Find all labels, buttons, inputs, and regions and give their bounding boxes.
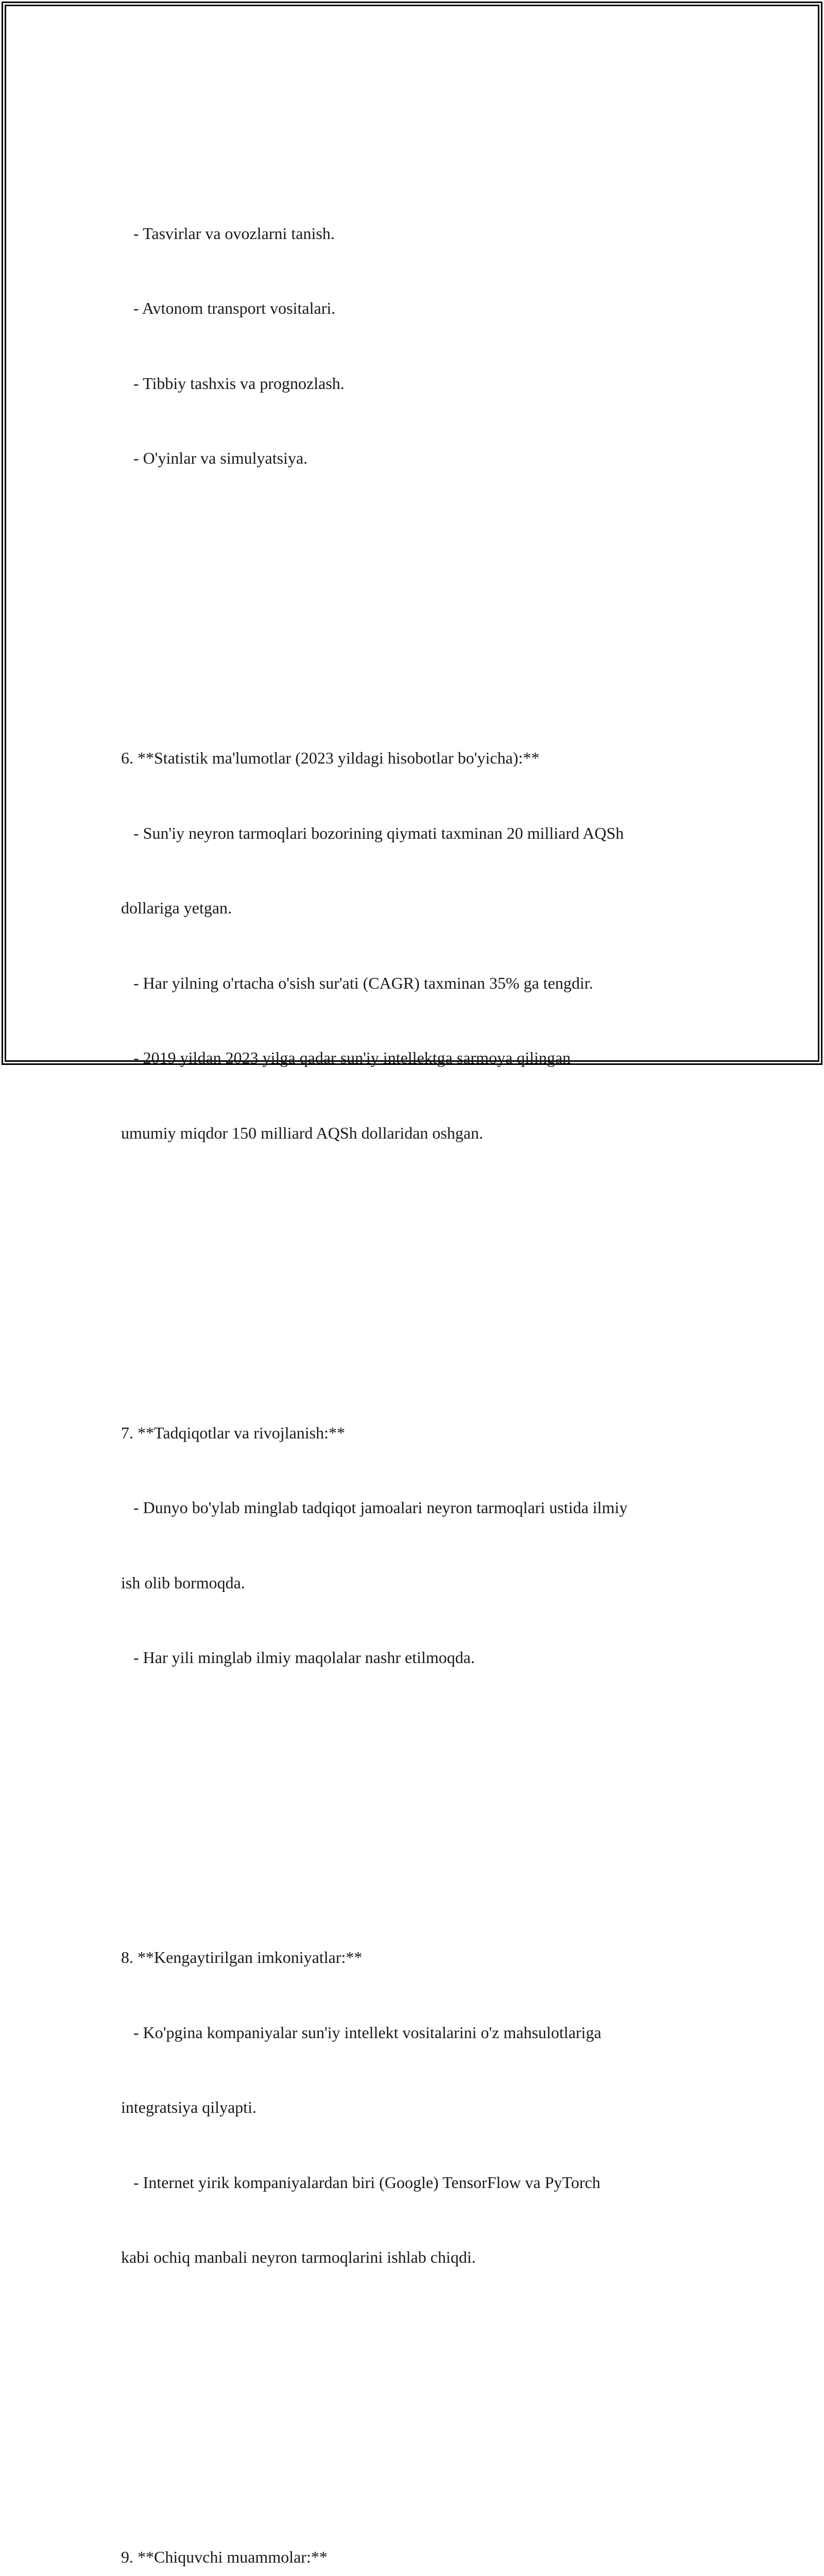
paragraph-spacer — [121, 1270, 713, 1296]
paragraph-spacer — [121, 2395, 713, 2420]
section-line: kabi ochiq manbali neyron tarmoqlarini ishlab chiqdi. — [121, 2248, 476, 2266]
section-line: - Dunyo bo'ylab minglab tadqiqot jamoalari neyron tarmoqlari ustida ilmiy — [121, 1498, 628, 1517]
section-heading: 8. **Kengaytirilgan imkoniyatlar:** — [121, 1948, 363, 1967]
list-item: - Avtonom transport vositalari. — [121, 299, 336, 317]
list-item: - Tasvirlar va ovozlarni tanish. — [121, 224, 335, 243]
document-body — [121, 96, 713, 2576]
list-item: - O'yinlar va simulyatsiya. — [121, 449, 308, 467]
section-heading: 7. **Tadqiqotlar va rivojlanish:** — [121, 1423, 346, 1442]
section-line: - Ko'pgina kompaniyalar sun'iy intellekt vositalarini o'z mahsulotlariga — [121, 2023, 602, 2042]
section-6 — [121, 696, 713, 1195]
section-line: - Internet yirik kompaniyalardan biri (Google) TensorFlow va PyTorch — [121, 2173, 600, 2192]
section-line: ish olib bormoqda. — [121, 1573, 245, 1592]
paragraph-spacer — [121, 1795, 713, 1820]
section-8 — [121, 1895, 713, 2320]
section-9 — [121, 2495, 713, 2576]
section-line: dollariga yetgan. — [121, 899, 232, 917]
section-heading: 9. **Chiquvchi muammolar:** — [121, 2548, 328, 2566]
list-item: - Tibbiy tashxis va prognozlash. — [121, 374, 345, 393]
section-line: umumiy miqdor 150 milliard AQSh dollaridan oshgan. — [121, 1123, 484, 1142]
section-line: - Sun'iy neyron tarmoqlari bozorining qiymati taxminan 20 milliard AQSh — [121, 823, 624, 842]
intro-list — [121, 171, 713, 521]
paragraph-spacer — [121, 596, 713, 621]
section-line: - 2019 yildan 2023 yilga qadar sun'iy intellektga sarmoya qilingan — [121, 1048, 571, 1067]
section-line: integratsiya qilyapti. — [121, 2098, 257, 2116]
section-line: - Har yili minglab ilmiy maqolalar nashr etilmoqda. — [121, 1648, 475, 1667]
section-7 — [121, 1370, 713, 1720]
section-heading: 6. **Statistik ma'lumotlar (2023 yildagi hisobotlar bo'yicha):** — [121, 749, 540, 767]
section-line: - Har yilning o'rtacha o'sish sur'ati (CAGR) taxminan 35% ga tengdir. — [121, 973, 593, 992]
